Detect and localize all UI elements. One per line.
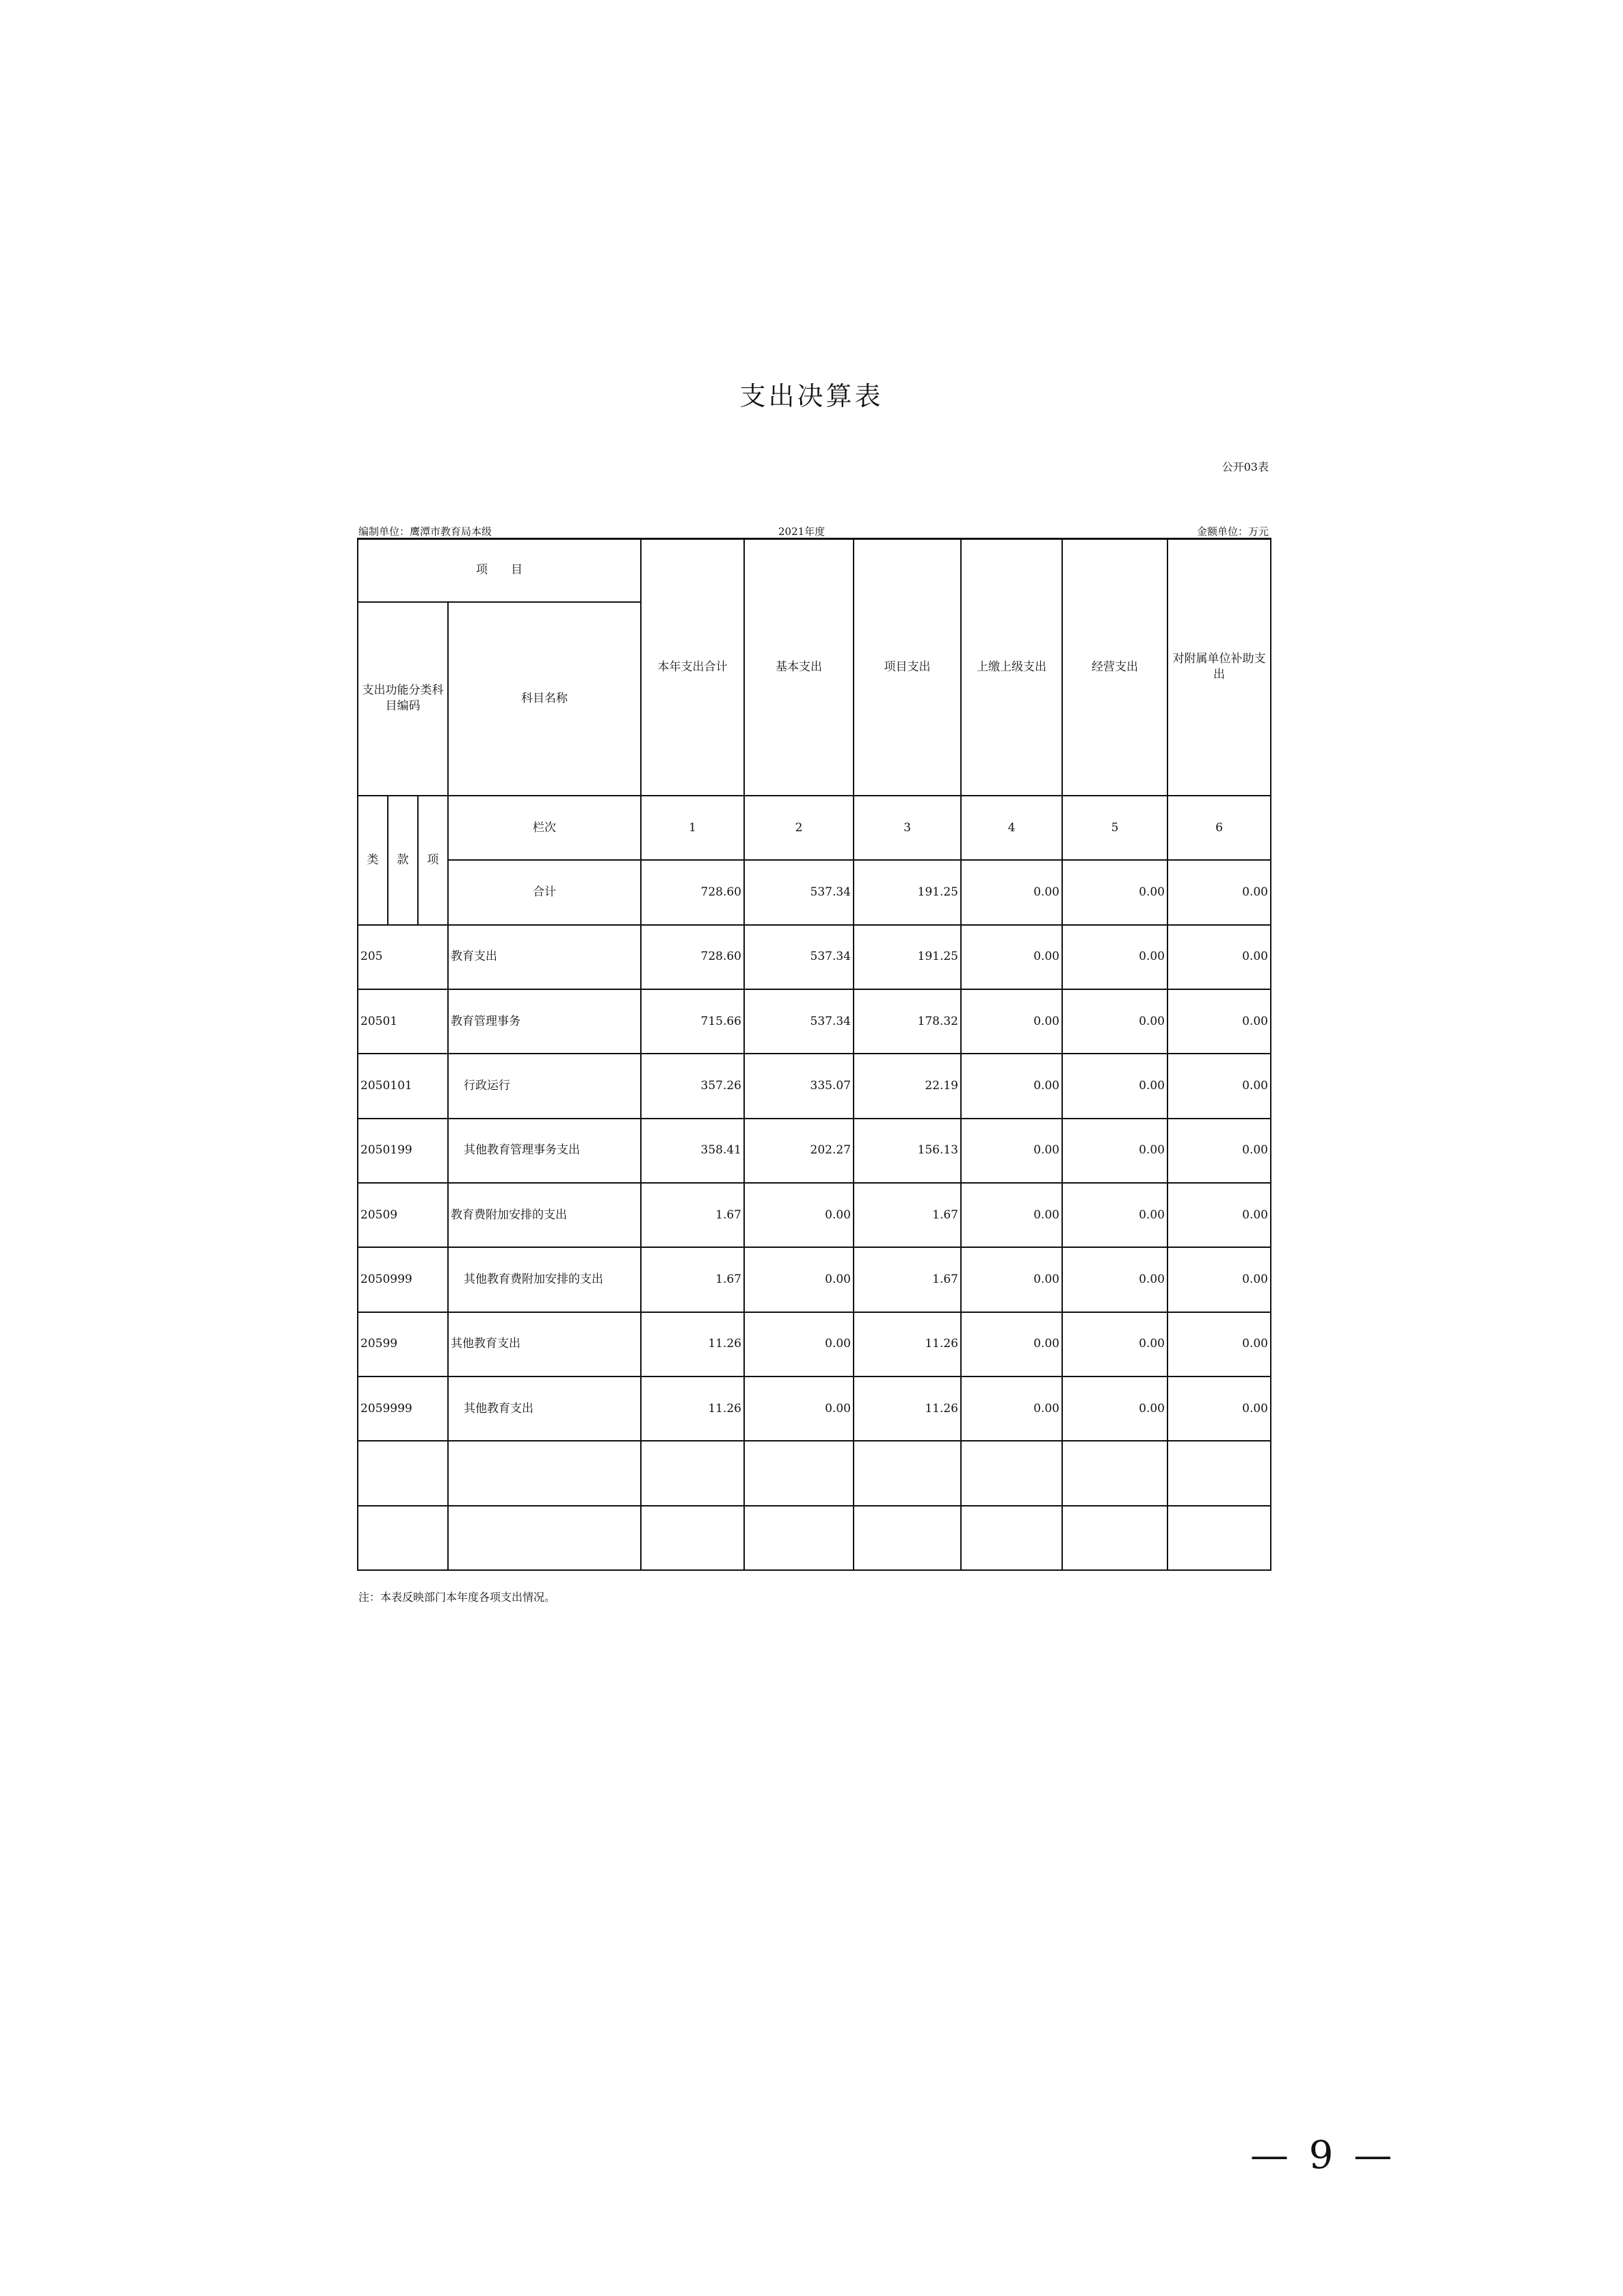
- total-value: 728.60: [641, 860, 744, 924]
- empty-cell: [448, 1506, 641, 1570]
- empty-cell: [961, 1441, 1062, 1505]
- header-lei: 类: [358, 796, 388, 925]
- header-col-4: 上缴上级支出: [961, 539, 1062, 796]
- table-row: [358, 989, 1271, 1054]
- row-value: 0.00: [961, 1377, 1062, 1441]
- row-value: 0.00: [744, 1247, 854, 1312]
- row-value: 537.34: [744, 925, 854, 989]
- row-name: 其他教育管理事务支出: [448, 1119, 641, 1183]
- header-row-project: [358, 539, 1271, 602]
- row-value: 0.00: [961, 1119, 1062, 1183]
- row-value: 0.00: [1167, 1119, 1271, 1183]
- row-value: 11.26: [854, 1312, 961, 1377]
- row-value: 11.26: [854, 1377, 961, 1441]
- row-value: 11.26: [641, 1377, 744, 1441]
- row-value: 1.67: [854, 1247, 961, 1312]
- total-value: 0.00: [1167, 860, 1271, 924]
- table-row: [358, 1312, 1271, 1377]
- row-value: 0.00: [1062, 1247, 1167, 1312]
- row-name: 行政运行: [448, 1054, 641, 1118]
- row-value: 0.00: [961, 1247, 1062, 1312]
- row-value: 191.25: [854, 925, 961, 989]
- row-name: 其他教育支出: [448, 1377, 641, 1441]
- row-value: 0.00: [1167, 1183, 1271, 1247]
- empty-cell: [1062, 1441, 1167, 1505]
- empty-cell: [1167, 1506, 1271, 1570]
- empty-row: [358, 1441, 1271, 1505]
- empty-cell: [744, 1506, 854, 1570]
- row-value: 0.00: [1062, 1377, 1167, 1441]
- row-name: 其他教育费附加安排的支出: [448, 1247, 641, 1312]
- row-value: 0.00: [1167, 1312, 1271, 1377]
- header-row-lanci: [358, 796, 1271, 860]
- empty-cell: [854, 1441, 961, 1505]
- row-code: 2050199: [358, 1119, 448, 1183]
- row-value: 0.00: [1062, 1119, 1167, 1183]
- empty-cell: [358, 1441, 448, 1505]
- row-value: 537.34: [744, 989, 854, 1054]
- table-row: [358, 1183, 1271, 1247]
- page-number: — 9 —: [1250, 2133, 1397, 2178]
- row-value: 1.67: [641, 1183, 744, 1247]
- row-value: 1.67: [854, 1183, 961, 1247]
- header-project: 项 目: [358, 539, 641, 602]
- row-name: 教育支出: [448, 925, 641, 989]
- row-name: 教育费附加安排的支出: [448, 1183, 641, 1247]
- row-value: 11.26: [641, 1312, 744, 1377]
- row-value: 0.00: [1062, 925, 1167, 989]
- row-value: 0.00: [744, 1312, 854, 1377]
- row-value: 0.00: [961, 925, 1062, 989]
- row-code: 20599: [358, 1312, 448, 1377]
- row-name: 其他教育支出: [448, 1312, 641, 1377]
- row-value: 0.00: [744, 1377, 854, 1441]
- row-value: 0.00: [744, 1183, 854, 1247]
- empty-cell: [358, 1506, 448, 1570]
- table-row: [358, 1054, 1271, 1118]
- row-value: 0.00: [1167, 1247, 1271, 1312]
- header-lanci: 栏次: [448, 796, 641, 860]
- empty-cell: [961, 1506, 1062, 1570]
- empty-cell: [744, 1441, 854, 1505]
- total-value: 0.00: [1062, 860, 1167, 924]
- row-value: 0.00: [1167, 1377, 1271, 1441]
- row-value: 0.00: [961, 989, 1062, 1054]
- row-value: 1.67: [641, 1247, 744, 1312]
- total-value: 191.25: [854, 860, 961, 924]
- col-number: 5: [1062, 796, 1167, 860]
- col-number: 4: [961, 796, 1062, 860]
- empty-cell: [641, 1506, 744, 1570]
- col-number: 1: [641, 796, 744, 860]
- header-xiang: 项: [418, 796, 448, 925]
- total-label: 合计: [448, 860, 641, 924]
- empty-cell: [448, 1441, 641, 1505]
- table-row: [358, 1119, 1271, 1183]
- row-value: 0.00: [961, 1312, 1062, 1377]
- header-col-1: 本年支出合计: [641, 539, 744, 796]
- form-code: 公开03表: [1222, 460, 1269, 473]
- row-code: 2059999: [358, 1377, 448, 1441]
- table-row: [358, 1377, 1271, 1441]
- header-func-code: 支出功能分类科目编码: [358, 602, 448, 796]
- currency-unit: 金额单位：万元: [1196, 525, 1269, 538]
- table-row: [358, 1247, 1271, 1312]
- col-number: 6: [1167, 796, 1271, 860]
- total-value: 0.00: [961, 860, 1062, 924]
- header-subject-name: 科目名称: [448, 602, 641, 796]
- col-number: 2: [744, 796, 854, 860]
- empty-cell: [641, 1441, 744, 1505]
- row-value: 0.00: [1167, 925, 1271, 989]
- table-note: 注：本表反映部门本年度各项支出情况。: [358, 1591, 556, 1604]
- total-value: 537.34: [744, 860, 854, 924]
- fiscal-year: 2021年度: [778, 525, 826, 538]
- org-unit: 编制单位：鹰潭市教育局本级: [358, 525, 492, 538]
- header-col-2: 基本支出: [744, 539, 854, 796]
- row-value: 0.00: [1062, 1183, 1167, 1247]
- row-value: 0.00: [1062, 989, 1167, 1054]
- header-kuan: 款: [388, 796, 418, 925]
- row-name: 教育管理事务: [448, 989, 641, 1054]
- row-code: 20501: [358, 989, 448, 1054]
- row-value: 0.00: [961, 1054, 1062, 1118]
- page-title: 支出决算表: [739, 381, 884, 411]
- table-row: [358, 925, 1271, 989]
- row-value: 335.07: [744, 1054, 854, 1118]
- row-value: 22.19: [854, 1054, 961, 1118]
- row-code: 2050999: [358, 1247, 448, 1312]
- row-value: 156.13: [854, 1119, 961, 1183]
- header-col-6: 对附属单位补助支出: [1167, 539, 1271, 796]
- row-value: 178.32: [854, 989, 961, 1054]
- col-number: 3: [854, 796, 961, 860]
- row-value: 357.26: [641, 1054, 744, 1118]
- row-value: 728.60: [641, 925, 744, 989]
- row-code: 2050101: [358, 1054, 448, 1118]
- row-value: 0.00: [1167, 1054, 1271, 1118]
- row-value: 0.00: [961, 1183, 1062, 1247]
- row-value: 358.41: [641, 1119, 744, 1183]
- row-code: 205: [358, 925, 448, 989]
- total-row: [358, 860, 1271, 924]
- row-value: 0.00: [1062, 1312, 1167, 1377]
- row-value: 715.66: [641, 989, 744, 1054]
- empty-cell: [1062, 1506, 1167, 1570]
- expenditure-table: [357, 538, 1271, 1571]
- row-value: 0.00: [1062, 1054, 1167, 1118]
- row-value: 202.27: [744, 1119, 854, 1183]
- row-value: 0.00: [1167, 989, 1271, 1054]
- header-col-5: 经营支出: [1062, 539, 1167, 796]
- empty-cell: [1167, 1441, 1271, 1505]
- empty-row: [358, 1506, 1271, 1570]
- empty-cell: [854, 1506, 961, 1570]
- row-code: 20509: [358, 1183, 448, 1247]
- header-col-3: 项目支出: [854, 539, 961, 796]
